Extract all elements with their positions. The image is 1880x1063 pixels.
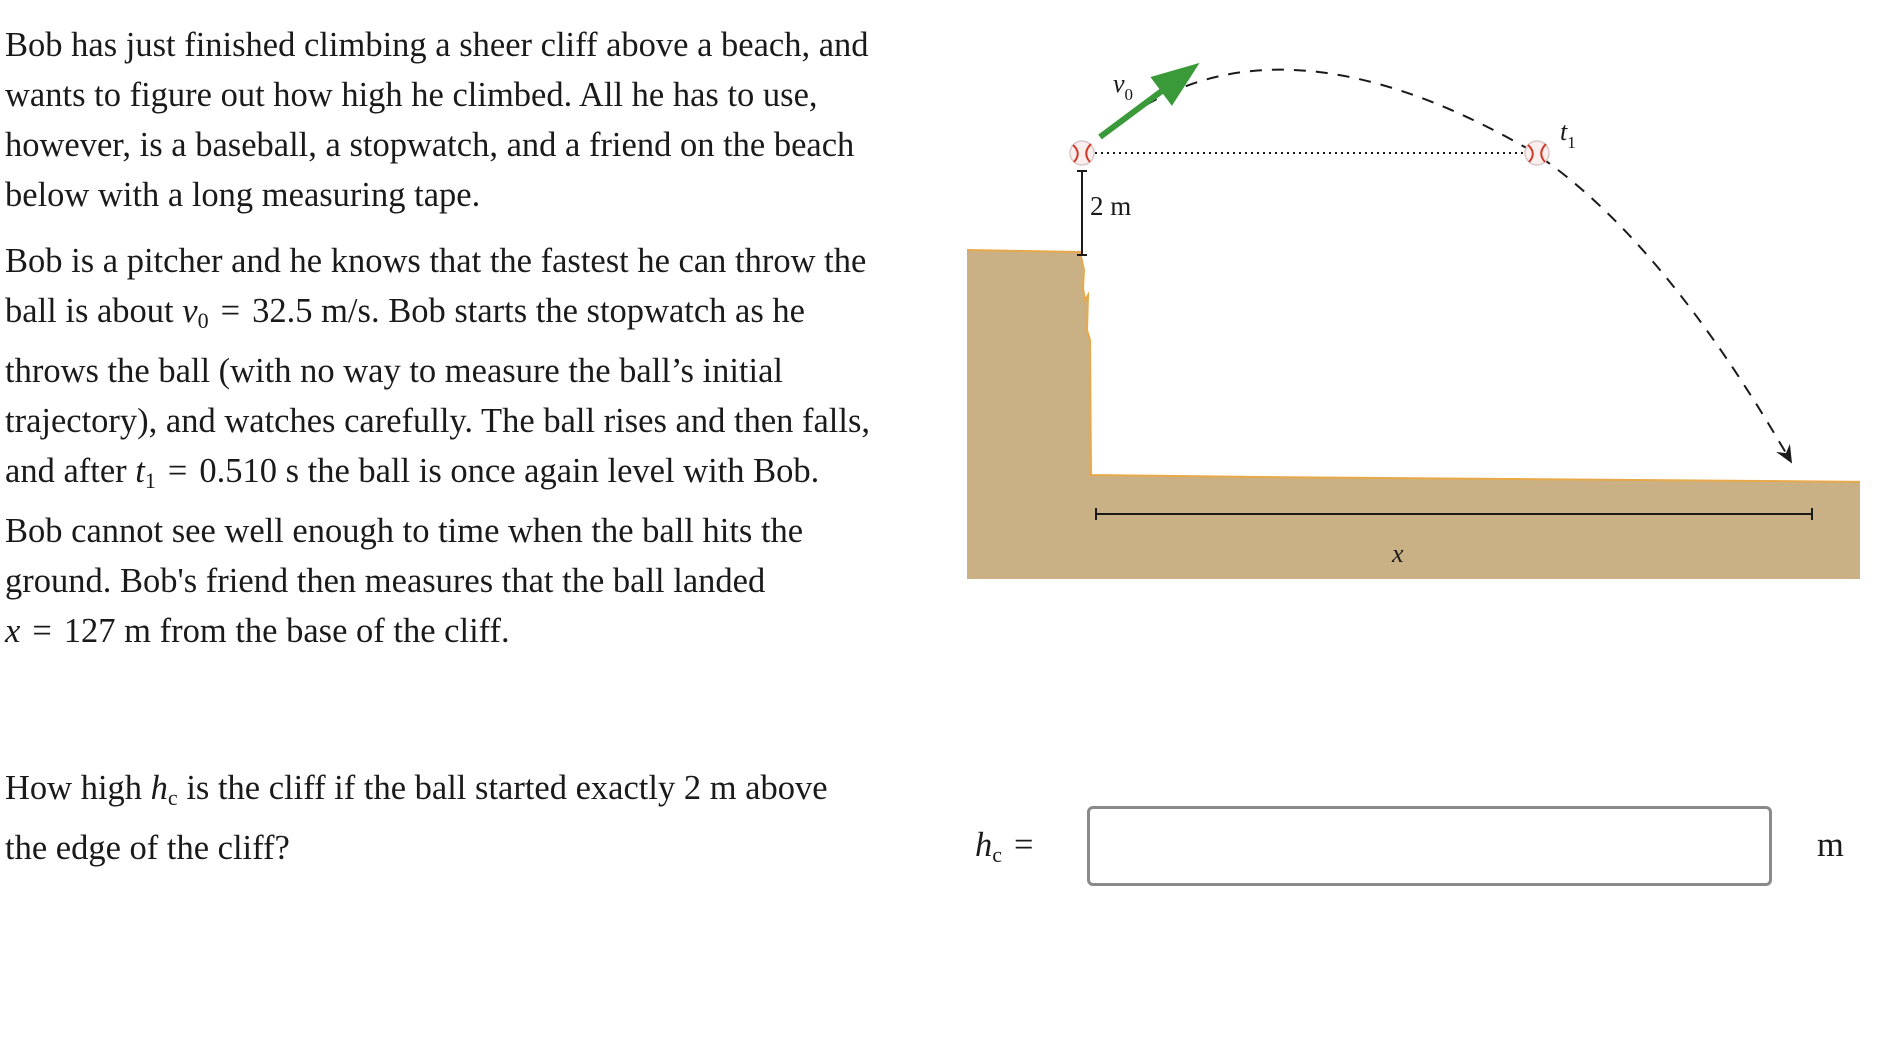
- baseball-start-icon: [1070, 141, 1094, 165]
- answer-hc-symbol: $h_c$: [975, 826, 1003, 867]
- paragraph-2-part-b: . Bob starts the stopwatch as he throws the ball (with no way to measure the ball’s initial trajectory), and watches carefully. The ball rises and then falls, and after: [5, 292, 871, 490]
- v0-symbol: $v_0$: [182, 292, 209, 333]
- answer-label: [975, 820, 1045, 880]
- problem-paragraph-2: [5, 236, 875, 656]
- ground-edge-line: [967, 250, 1860, 482]
- t1-diagram-label: $t_1$: [1560, 117, 1576, 152]
- hc-symbol: $h_c$: [150, 769, 178, 810]
- paragraph-2-part-a: Bob is a pitcher and he knows that the fastest he can throw the ball is about: [5, 242, 867, 330]
- t1-symbol: $t_1$: [135, 452, 156, 493]
- equals-sign: =: [220, 292, 241, 330]
- trajectory-path: [1110, 70, 1790, 460]
- paragraph-2-part-d: from the base of the cliff.: [159, 612, 510, 650]
- answer-unit: m: [1817, 826, 1844, 864]
- equals-sign: =: [167, 452, 188, 490]
- problem-paragraph-1: Bob has just finished climbing a sheer cliff above a beach, and wants to figure out how high he climbed. All he has to use, however, is a baseball, a stopwatch, and a friend on the beach below with a long measuring tape.: [5, 26, 869, 214]
- equals-sign: =: [32, 612, 52, 650]
- x-value: 127 m: [63, 612, 152, 650]
- answer-input-field[interactable]: [1087, 806, 1772, 886]
- cliff-diagram: [960, 40, 1860, 600]
- baseball-t1-icon: [1525, 141, 1549, 165]
- answer-equals: =: [1014, 826, 1034, 864]
- height-label: 2 m: [1090, 191, 1132, 221]
- problem-statement: [5, 20, 875, 672]
- v0-value: 32.5 m/s: [252, 292, 371, 330]
- t1-value: 0.510 s: [199, 452, 300, 490]
- cliff-diagram-svg: [960, 40, 1860, 600]
- x-symbol: x: [5, 612, 21, 650]
- question-part-a: How high: [5, 769, 143, 807]
- question-text: [5, 763, 875, 874]
- v0-diagram-label: $v_0$: [1113, 69, 1134, 104]
- x-diagram-label: x: [1392, 539, 1404, 568]
- paragraph-2-part-c: the ball is once again level with Bob. Bob cannot see well enough to time when the ball hits the ground. Bob's friend then measures that the ball landed: [5, 452, 820, 600]
- cliff-and-beach: [967, 250, 1860, 579]
- question-part-b: is the cliff if the ball started exactly 2 m above the edge of the cliff?: [5, 769, 828, 867]
